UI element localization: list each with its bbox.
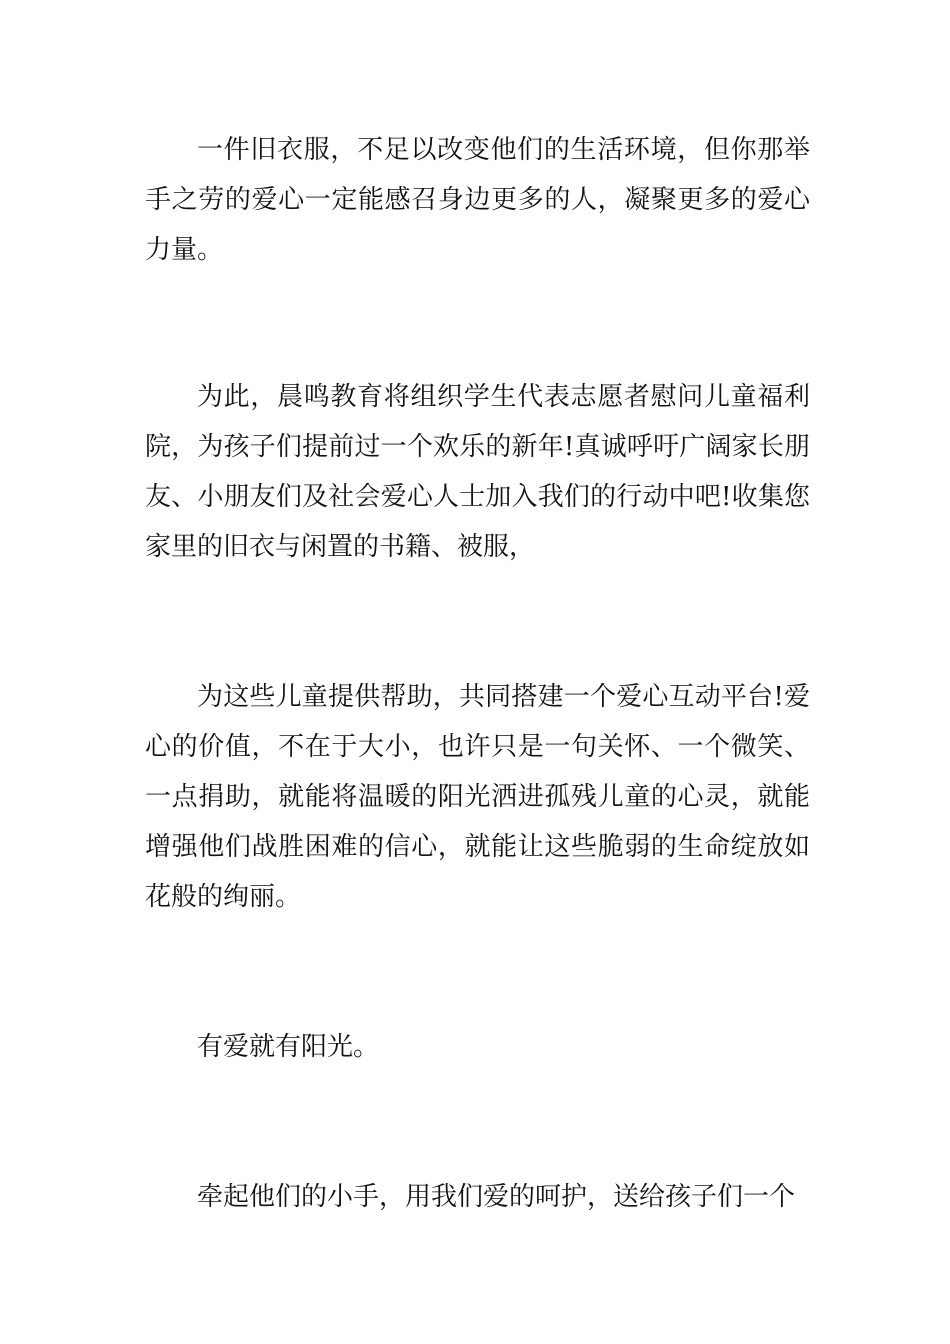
paragraph-hold-hands: 牵起他们的小手，用我们爱的呵护，送给孩子们一个 (197, 1182, 796, 1212)
paragraph-old-clothes: 一件旧衣服，不足以改变他们的生活环境，但你那举手之劳的爱心一定能感召身边更多的人，凝聚更多的爱心力量。 (145, 135, 810, 265)
paragraph-volunteer-visit: 为此，晨鸣教育将组织学生代表志愿者慰问儿童福利院，为孩子们提前过一个欢乐的新年!真诚呼吁广阔家长朋友、小朋友们及社会爱心人士加入我们的行动中吧!收集您家里的旧衣与闲置的书籍、被服， (145, 382, 810, 562)
paragraph-love-platform: 为这些儿童提供帮助，共同搭建一个爱心互动平台!爱心的价值，不在于大小，也许只是一句关怀、一个微笑、一点捐助，就能将温暖的阳光洒进孤残儿童的心灵，就能增强他们战胜困难的信心，就能让这些脆弱的生命绽放如花般的绚丽。 (145, 682, 810, 912)
paragraph-love-sunshine: 有爱就有阳光。 (197, 1032, 380, 1062)
